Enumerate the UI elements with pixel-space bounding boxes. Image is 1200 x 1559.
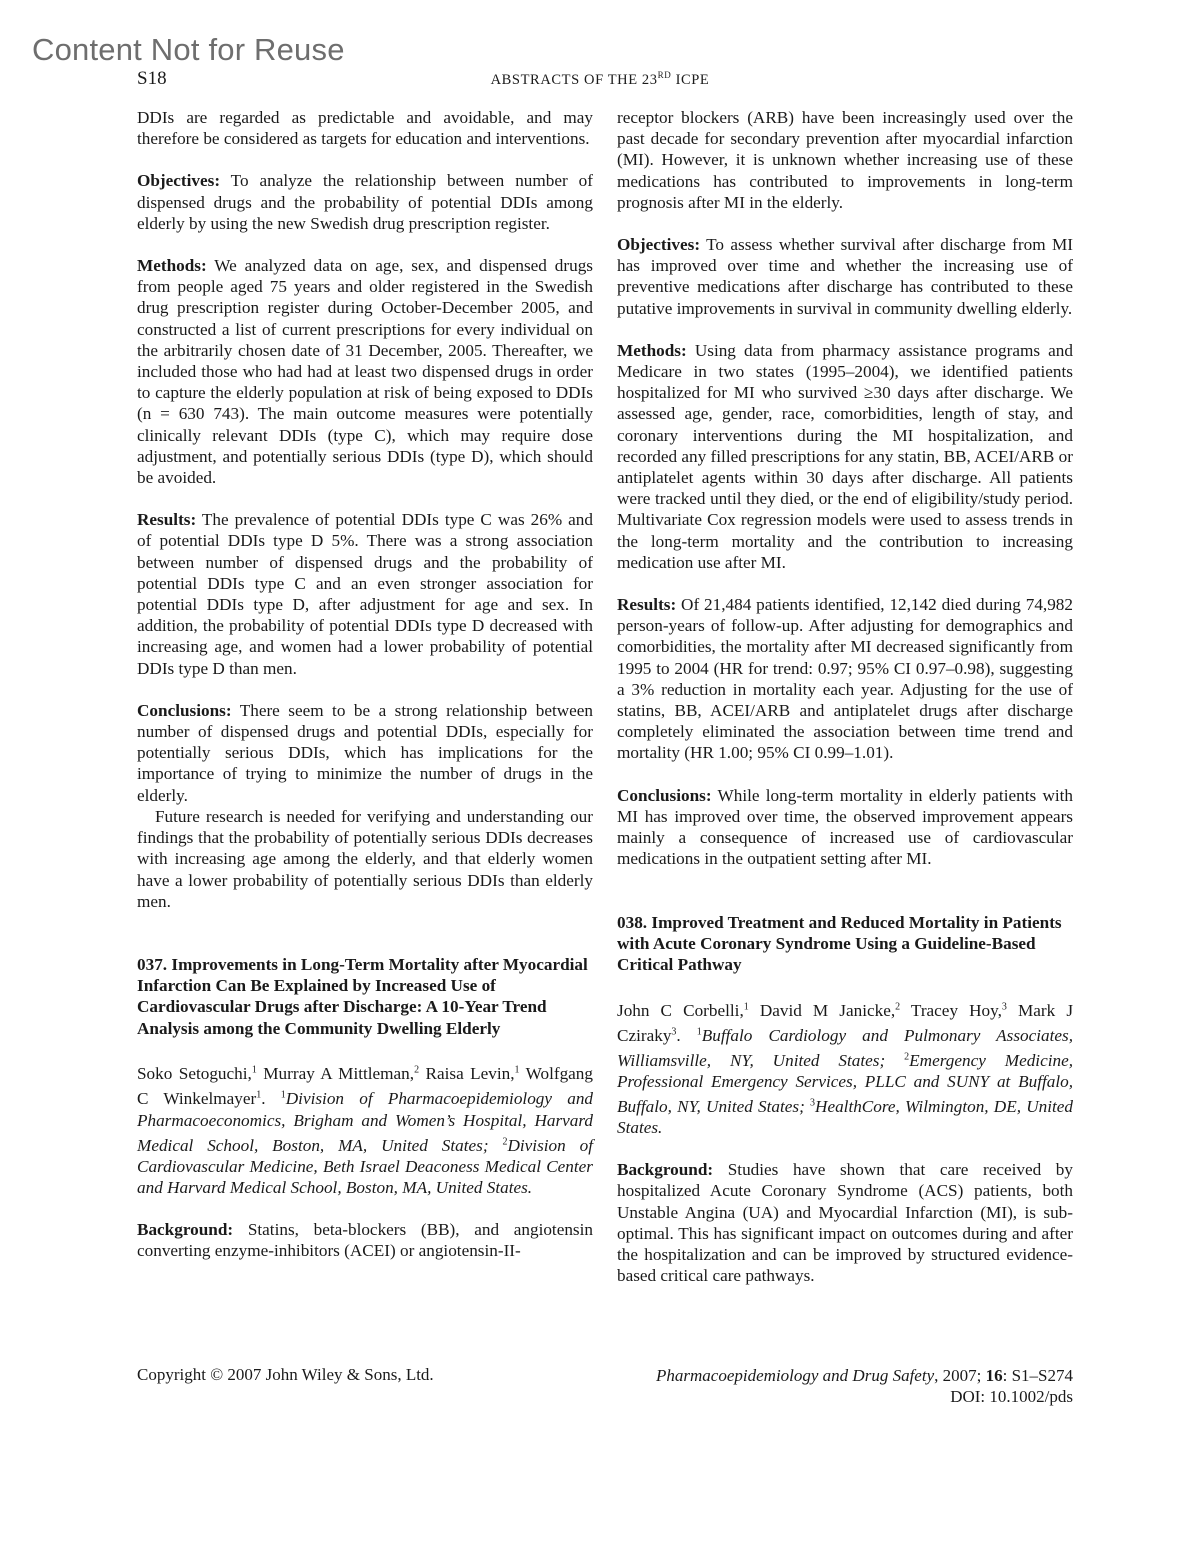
section-text: While long-term mortality in elderly patients with MI has improved over time, the observed improvement appears mainly a consequence of increased use of cardiovascular medications in the outpatient setting after MI. [617,785,1073,869]
author-sup: 3 [671,1026,677,1038]
author-name: Tracey Hoy, [900,1000,1002,1020]
section-label: Methods: [617,340,687,360]
section-label: Methods: [137,256,207,276]
section-text: There seem to be a strong relationship between number of dispensed drugs and potential DDIs, especially for potentially serious DDIs, which has implications for the importance of trying to minimize the number of drugs in the elderly. [137,700,593,805]
section-label: Conclusions: [617,785,712,805]
affiliation: Emergency Medicine, Professional Emergency Services, PLLC and SUNY at Buffalo, Buffalo, NY, United States; [617,1050,1074,1116]
section-label: Background: [617,1160,714,1180]
journal-citation [656,1365,1073,1407]
author-name: Murray A Mittleman, [256,1064,415,1084]
objectives-paragraph [617,234,1073,319]
affiliation-sup: 2 [904,1050,910,1062]
author-name: Wolfgang C Winkelmayer [137,1064,593,1109]
author-sup: 2 [414,1064,420,1076]
intro-paragraph: receptor blockers (ARB) have been increasingly used over the past decade for secondary prevention after myocardial infarction (MI). However, it is unknown whether increasing use of these medications has contributed to improvements in long-term prognosis after MI in the elderly. [617,108,1073,212]
section-label: Background: [137,1220,234,1240]
section-label: Objectives: [617,235,701,255]
affiliation: Division of Cardiovascular Medicine, Beth Israel Deaconess Medical Center and Harvard Medical School, Boston, MA, United States. [137,1135,593,1197]
author-sup: 3 [1001,1001,1007,1013]
intro-paragraph: DDIs are regarded as predictable and avoidable, and may therefore be considered as targets for education and interventions. [137,108,593,149]
watermark: Content Not for Reuse [32,32,345,67]
abstract-037-title: 037. Improvements in Long-Term Mortality after Myocardial Infarction Can Be Explained by Increased Use of Cardiovascular Drugs after Discharge: A 10-Year Trend Analysis among the Community Dwelling Elderly [137,954,588,1038]
conclusions-paragraph [617,785,1073,870]
affiliation-sup: 1 [280,1089,286,1101]
affiliation-sup: 3 [810,1097,816,1109]
left-column [137,107,593,1262]
section-text: Of 21,484 patients identified, 12,142 died during 74,982 person-years of follow-up. After adjusting for demographics and comorbidities, the mortality after MI decreased significantly from 1995 to 2004 (HR for trend: 0.97; 95% CI 0.97–0.98), suggesting a 3% reduction in mortality each year. Adjusting for the use of statins, BB, ACEI/ARB and antiplatelet drugs after discharge completely eliminated the association between time trend and mortality (HR 1.00; 95% CI 0.99–1.01). [617,595,1073,763]
section-text: Using data from pharmacy assistance programs and Medicare in two states (1995–2004), we identified patients hospitalized for MI who survived ≥30 days after discharge. We assessed age, gender, race, comorbidities, length of stay, and coronary interventions during the MI hospitalization, and recorded any filled prescriptions for any statin, BB, ACEI/ARB or antiplatelet agents within 30 days after discharge. All patients were tracked until they died, or the end of eligibility/study period. Multivariate Cox regression models were used to assess trends in the long-term mortality and the contribution to increasing medication use after MI. [617,340,1073,572]
methods-paragraph [137,255,593,488]
author-sup: 1 [251,1064,257,1076]
citation-line [656,1365,1073,1386]
running-head-text: ABSTRACTS OF THE 23 [490,71,658,88]
author-separator: . [676,1025,697,1045]
citation-year: , 2007; [934,1366,986,1385]
affiliation: HealthCore, Wilmington, DE, United States. [617,1096,1073,1138]
section-text: Studies have shown that care received by hospitalized Acute Coronary Syndrome (ACS) patients, both Unstable Angina (UA) and Myocardial Infarction (MI), is sub-optimal. This has significant impact on outcomes during and after the hospitalization and can be improved by structured evidence-based critical care pathways. [617,1160,1073,1286]
background-paragraph [137,1219,593,1261]
author-sup: 1 [256,1089,262,1101]
author-name: Raisa Levin, [419,1064,515,1084]
author-sup: 1 [514,1064,520,1076]
methods-paragraph [617,340,1073,573]
author-sup: 1 [743,1001,749,1013]
section-text: The prevalence of potential DDIs type C was 26% and of potential DDIs type D 5%. There was a strong association between number of dispensed drugs and the probability of potential DDIs type C and an even stronger association for potential DDIs type D, after adjustment for age and sex. In addition, the probability of potential DDIs type D decreased with increasing age, and women had a lower probability of potential DDIs type D than men. [137,510,593,678]
author-name: Mark J Cziraky [617,1000,1074,1045]
results-paragraph [137,509,593,679]
abstract-037-authors [137,1060,593,1198]
section-label: Results: [137,510,197,530]
journal-name: Pharmacoepidemiology and Drug Safety [656,1366,935,1385]
doi: DOI: 10.1002/pds [950,1387,1073,1406]
objectives-paragraph [137,170,593,234]
affiliation-sup: 2 [502,1135,508,1147]
copyright-notice: Copyright © 2007 John Wiley & Sons, Ltd. [137,1365,434,1384]
running-head-sup: RD [657,70,672,80]
affiliation: Division of Pharmacoepidemiology and Pharmacoeconomics, Brigham and Women’s Hospital, Harvard Medical School, Boston, MA, United States; [137,1089,594,1155]
section-label: Conclusions: [137,700,232,720]
author-name: Soko Setoguchi, [137,1064,252,1084]
section-text: To assess whether survival after discharge from MI has improved over time and whether the increasing use of preventive medications after discharge has contributed to these putative improvements in survival in community dwelling elderly. [617,235,1073,318]
section-label: Results: [617,595,677,615]
volume: 16 [985,1366,1003,1385]
author-sup: 2 [895,1001,901,1013]
page-number: S18 [137,68,167,89]
results-paragraph [617,594,1073,764]
page-range: : S1–S274 [1002,1366,1073,1385]
author-name: John C Corbelli, [617,1000,744,1020]
affiliation-sup: 1 [696,1026,702,1038]
running-head [0,70,1200,89]
right-column [617,107,1073,1286]
section-text: We analyzed data on age, sex, and dispensed drugs from people aged 75 years and older registered in the Swedish drug prescription register during October-December 2005, and constructed a list of current prescriptions for every individual on the arbitrarily chosen date of 31 December, 2005. Thereafter, we included those who had had at least two dispensed drugs in order to capture the elderly population at risk of being exposed to DDIs (n = 630 743). The main outcome measures were potentially clinically relevant DDIs (type C), which may require dose adjustment, and potentially serious DDIs (type D), which should be avoided. [137,256,593,488]
section-label: Objectives: [137,171,221,191]
background-paragraph [617,1159,1073,1286]
abstract-038-authors [617,996,1073,1138]
conclusions-paragraph [137,700,593,806]
section-text: To analyze the relationship between number of dispensed drugs and the probability of potential DDIs among elderly by using the new Swedish drug prescription register. [137,171,593,233]
abstract-038-title: 038. Improved Treatment and Reduced Mortality in Patients with Acute Coronary Syndrome Using a Guideline-Based Critical Pathway [617,912,1062,974]
running-head-suffix: ICPE [671,71,710,88]
author-name: David M Janicke, [748,1000,896,1020]
author-separator: . [261,1089,281,1109]
section-text: Statins, beta-blockers (BB), and angiotensin converting enzyme-inhibitors (ACEI) or angiotensin-II- [137,1220,593,1261]
conclusions-continued: Future research is needed for verifying and understanding our findings that the probability of potentially serious DDIs decreases with increasing age among the elderly, and that elderly women have a lower probability of potentially serious DDIs than elderly men. [137,806,593,911]
affiliation: Buffalo Cardiology and Pulmonary Associates, Williamsville, NY, United States; [617,1025,1073,1070]
